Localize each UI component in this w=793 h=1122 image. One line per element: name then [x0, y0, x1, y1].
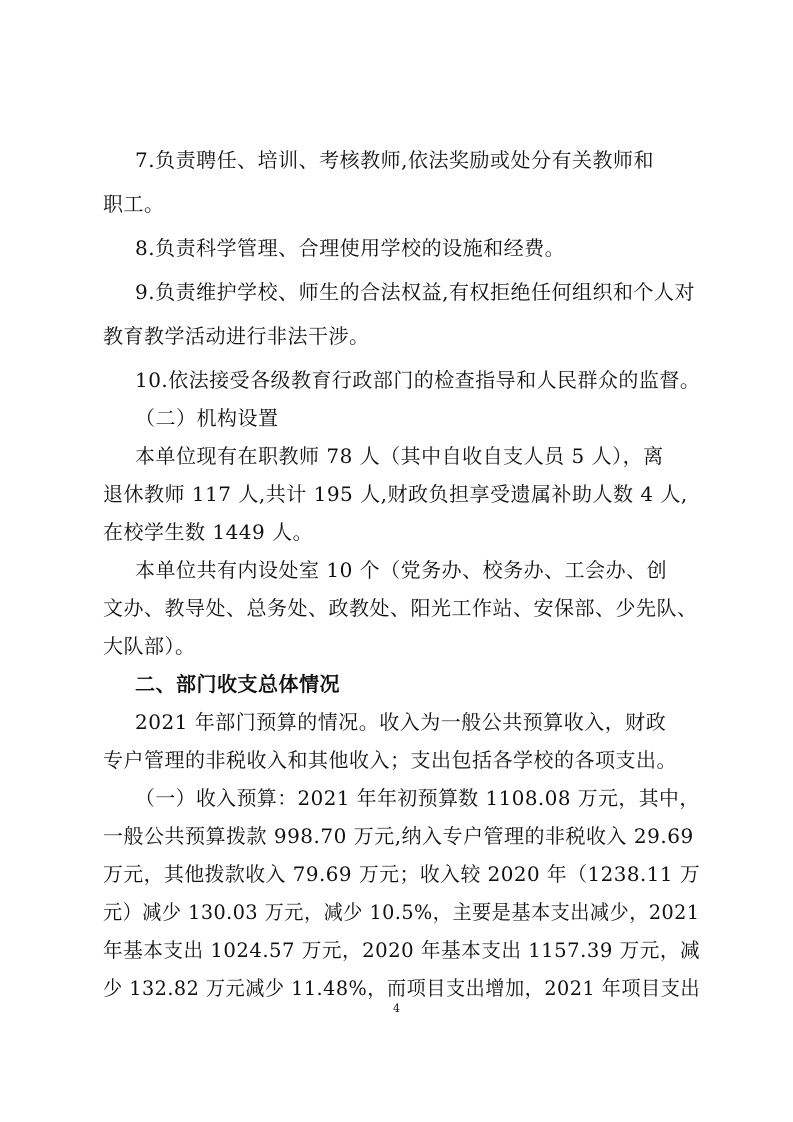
list-item-10: 10.依法接受各级教育行政部门的检查指导和人民群众的监督。 — [135, 368, 701, 392]
paragraph-offices-line-3: 大队部）。 — [103, 634, 196, 658]
list-item-8: 8.负责科学管理、合理使用学校的设施和经费。 — [135, 236, 566, 260]
list-item-7-line-2: 职工。 — [103, 192, 165, 216]
paragraph-budget-line-1: 2021 年部门预算的情况。收入为一般公共预算收入，财政 — [135, 710, 667, 734]
paragraph-income-line-4: 元）减少 130.03 万元，减少 10.5%，主要是基本支出减少，2021 — [103, 900, 700, 924]
paragraph-staff-line-3: 在校学生数 1449 人。 — [103, 520, 314, 544]
section-heading-organization: （二）机构设置 — [135, 406, 279, 430]
paragraph-staff-line-1: 本单位现有在职教师 78 人（其中自收自支人员 5 人），离 — [135, 444, 664, 468]
paragraph-budget-line-2: 专户管理的非税收入和其他收入；支出包括各学校的各项支出。 — [103, 748, 677, 772]
paragraph-income-line-1: （一）收入预算：2021 年年初预算数 1108.08 万元，其中， — [135, 786, 700, 810]
list-item-9-line-1: 9.负责维护学校、师生的合法权益,有权拒绝任何组织和个人对 — [135, 280, 695, 304]
page-number: 4 — [393, 1002, 400, 1015]
paragraph-staff-line-2: 退休教师 117 人,共计 195 人,财政负担享受遗属补助人数 4 人, — [103, 482, 688, 506]
paragraph-income-line-3: 万元，其他拨款收入 79.69 万元；收入较 2020 年（1238.11 万 — [103, 862, 701, 886]
list-item-9-line-2: 教育教学活动进行非法干涉。 — [103, 324, 370, 348]
paragraph-income-line-2: 一般公共预算拨款 998.70 万元,纳入专户管理的非税收入 29.69 — [103, 824, 694, 848]
list-item-7-line-1: 7.负责聘任、培训、考核教师,依法奖励或处分有关教师和 — [135, 148, 654, 172]
paragraph-offices-line-1: 本单位共有内设处室 10 个（党务办、校务办、工会办、创 — [135, 558, 668, 582]
paragraph-income-line-6: 少 132.82 万元减少 11.48%，而项目支出增加，2021 年项目支出 — [103, 976, 701, 1000]
paragraph-income-line-5: 年基本支出 1024.57 万元，2020 年基本支出 1157.39 万元，减 — [103, 938, 701, 962]
section-heading-budget-overview: 二、部门收支总体情况 — [135, 672, 340, 696]
paragraph-offices-line-2: 文办、教导处、总务处、政教处、阳光工作站、安保部、少先队、 — [103, 596, 698, 620]
